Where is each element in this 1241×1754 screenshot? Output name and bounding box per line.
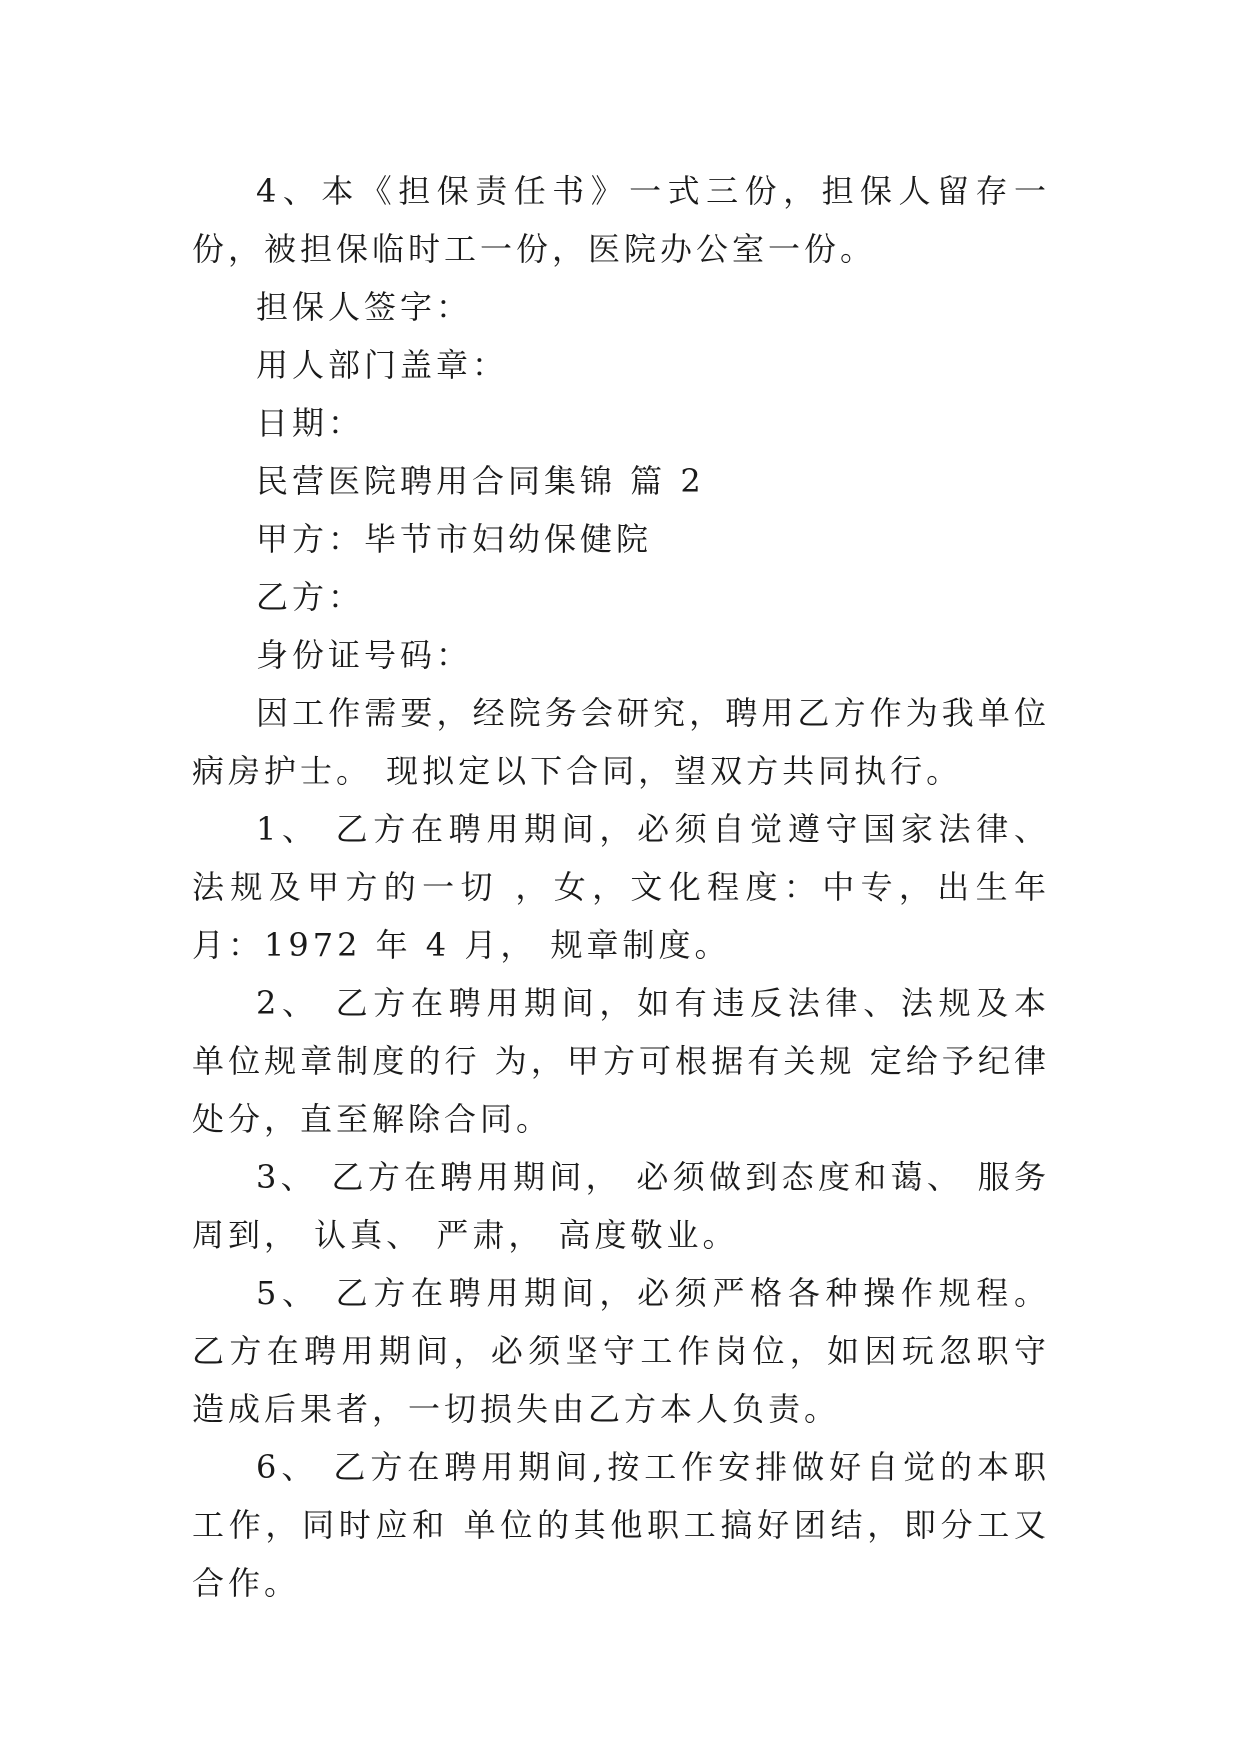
- document-body: [192, 162, 1050, 1612]
- clause-1: 1、 乙方在聘用期间，必须自觉遵守国家法律、法规及甲方的一切 ，女，文化程度：中专，出生年月：1972 年 4 月， 规章制度。: [192, 810, 1050, 964]
- date-line: 日期：: [256, 404, 365, 442]
- party-b-line: 乙方：: [256, 578, 365, 616]
- id-number-line: 身份证号码：: [256, 636, 473, 674]
- party-a-line: 甲方：毕节市妇幼保健院: [256, 520, 653, 558]
- paragraph-intro: 因工作需要，经院务会研究，聘用乙方作为我单位病房护士。 现拟定以下合同，望双方共同执行。: [192, 694, 1050, 790]
- section-title: 民营医院聘用合同集锦 篇 2: [256, 462, 705, 500]
- guarantor-signature-line: 担保人签字：: [256, 288, 473, 326]
- clause-6: 6、 乙方在聘用期间,按工作安排做好自觉的本职工作，同时应和 单位的其他职工搞好团结，即分工又合作。: [192, 1448, 1050, 1602]
- department-seal-line: 用人部门盖章：: [256, 346, 509, 384]
- clause-5: 5、 乙方在聘用期间，必须严格各种操作规程。 乙方在聘用期间，必须坚守工作岗位，如因玩忽职守造成后果者，一切损失由乙方本人负责。: [192, 1274, 1050, 1428]
- paragraph-guarantee-copies: 4、本《担保责任书》一式三份，担保人留存一份，被担保临时工一份，医院办公室一份。: [192, 172, 1050, 268]
- clause-3: 3、 乙方在聘用期间， 必须做到态度和蔼、 服务周到， 认真、 严肃， 高度敬业。: [192, 1158, 1050, 1254]
- clause-2: 2、 乙方在聘用期间，如有违反法律、法规及本单位规章制度的行 为，甲方可根据有关规 定给予纪律处分，直至解除合同。: [192, 984, 1050, 1138]
